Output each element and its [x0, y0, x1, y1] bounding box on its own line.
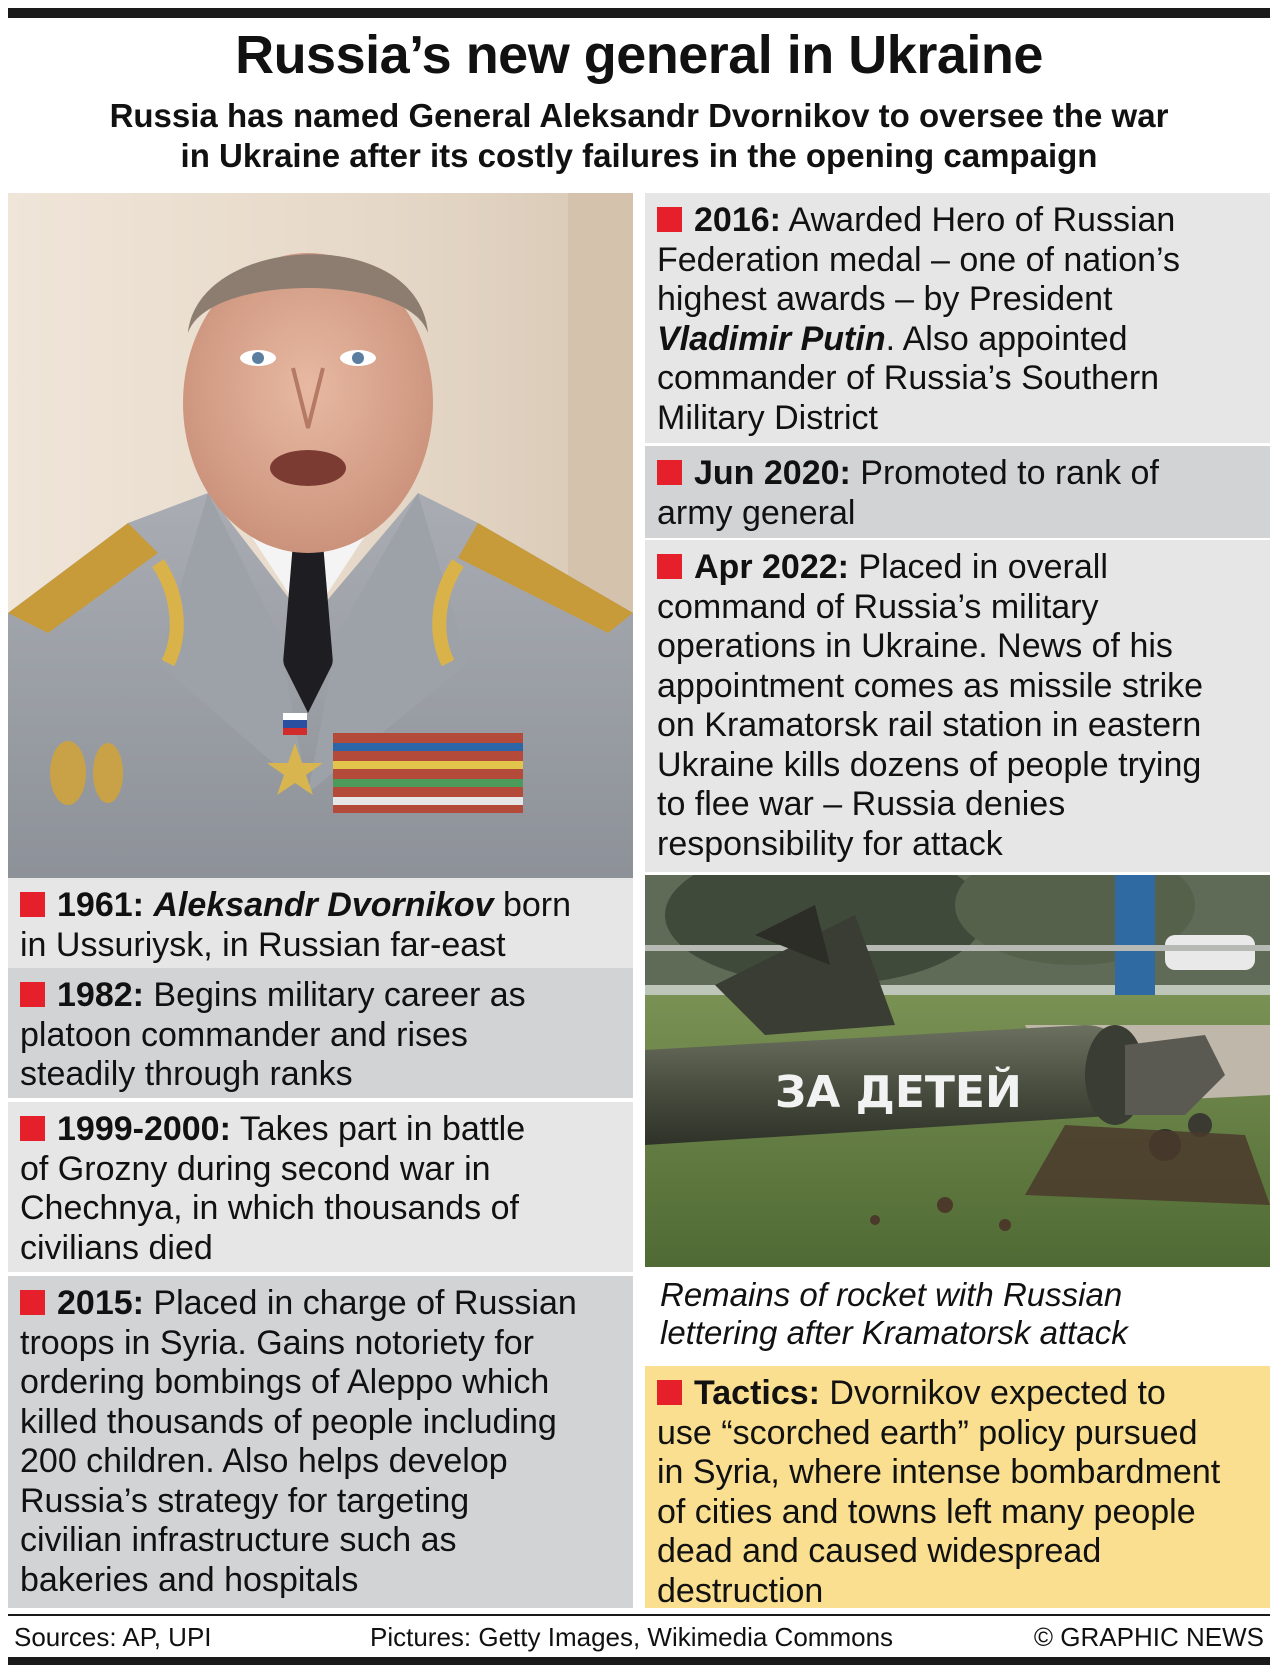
timeline-entry-1999	[8, 1102, 633, 1272]
entry-year: Apr 2022:	[694, 548, 849, 586]
entry-line: civilian infrastructure such as	[20, 1521, 457, 1559]
general-portrait-illustration	[8, 193, 633, 878]
entry-line: operations in Ukraine. News of his	[657, 627, 1173, 665]
entry-year: 2016:	[694, 201, 781, 239]
entry-line: Military District	[657, 398, 878, 437]
entry-line: steadily through ranks	[20, 1055, 353, 1093]
caption-line: lettering after Kramatorsk attack	[660, 1314, 1128, 1351]
timeline-entry-2016	[645, 193, 1270, 443]
entry-line: of cities and towns left many people	[657, 1492, 1196, 1531]
entry-text: Placed in charge of Russian	[143, 1284, 577, 1322]
photo-caption	[660, 1276, 1128, 1352]
entry-line: ordering bombings of Aleppo which	[20, 1363, 550, 1401]
entry-line: to flee war – Russia denies	[657, 785, 1066, 823]
red-bullet-icon	[657, 207, 682, 232]
entry-line	[657, 548, 1258, 588]
general-name: Aleksandr Dvornikov	[153, 886, 494, 924]
entry-text: Placed in overall	[848, 548, 1108, 586]
entry-year: 1961:	[57, 886, 144, 924]
entry-line: on Kramatorsk rail station in eastern	[657, 706, 1202, 744]
entry-year: 2015:	[57, 1284, 144, 1322]
entry-text: Begins military career as	[143, 976, 526, 1014]
entry-line	[20, 976, 621, 1016]
entry-text: Dvornikov expected to	[819, 1374, 1166, 1412]
entry-line: platoon commander and rises	[20, 1015, 468, 1054]
red-bullet-icon	[20, 982, 45, 1007]
rocket-remains-illustration	[645, 875, 1270, 1267]
general-portrait-photo	[8, 193, 633, 878]
entry-line: dead and caused widespread	[657, 1532, 1102, 1570]
entry-line	[20, 1284, 621, 1324]
timeline-entry-2022	[645, 540, 1270, 872]
entry-year: 1982:	[57, 976, 144, 1014]
entry-line: responsibility for attack	[657, 824, 1003, 863]
page-title: Russia’s new general in Ukraine	[235, 25, 1043, 85]
entry-line: highest awards – by President	[657, 280, 1113, 318]
putin-name: Vladimir Putin	[657, 319, 886, 358]
entry-text: Awarded Hero of Russian	[780, 201, 1176, 239]
entry-line	[20, 1110, 621, 1150]
red-bullet-icon	[20, 1116, 45, 1141]
footer-rule	[8, 1614, 1270, 1616]
pictures-credit: Pictures: Getty Images, Wikimedia Commons	[370, 1622, 894, 1652]
entry-line: destruction	[657, 1571, 824, 1610]
rocket-remains-photo	[645, 875, 1270, 1267]
entry-text: . Also appointed	[885, 319, 1128, 358]
entry-line: Ukraine kills dozens of people trying	[657, 745, 1202, 784]
timeline-entry-1982	[8, 968, 633, 1098]
entry-line: command of Russia’s military	[657, 587, 1099, 626]
page-subtitle	[0, 96, 1278, 176]
entry-year: Jun 2020:	[694, 454, 851, 492]
entry-line: appointment comes as missile strike	[657, 666, 1204, 705]
top-rule	[8, 8, 1270, 18]
subtitle-line: Russia has named General Aleksandr Dvornikov to oversee the war	[109, 97, 1169, 134]
entry-line	[657, 1374, 1258, 1414]
entry-line: bakeries and hospitals	[20, 1560, 359, 1599]
entry-line: in Syria, where intense bombardment	[657, 1453, 1221, 1491]
entry-line: Russia’s strategy for targeting	[20, 1481, 470, 1520]
entry-line: troops in Syria. Gains notoriety for	[20, 1323, 535, 1362]
entry-line: of Grozny during second war in	[20, 1149, 491, 1188]
entry-year: 1999-2000:	[57, 1110, 231, 1148]
entry-text: born	[493, 886, 572, 924]
entry-line: killed thousands of people including	[20, 1402, 557, 1441]
timeline-entry-1961	[8, 878, 633, 968]
entry-line: army general	[657, 493, 856, 532]
entry-line: commander of Russia’s Southern	[657, 359, 1160, 397]
entry-text: Takes part in battle	[230, 1110, 526, 1148]
entry-line	[657, 320, 1258, 360]
entry-line	[657, 454, 1258, 494]
caption-line: Remains of rocket with Russian	[660, 1276, 1123, 1313]
rocket-lettering: ЗА ДЕТЕЙ	[775, 1067, 1022, 1118]
entry-line	[657, 201, 1258, 241]
subtitle-line: in Ukraine after its costly failures in the opening campaign	[180, 137, 1098, 174]
entry-text: Promoted to rank of	[850, 454, 1159, 492]
footer	[0, 1620, 1278, 1660]
sources-credit: Sources: AP, UPI	[14, 1622, 212, 1652]
red-bullet-icon	[20, 892, 45, 917]
entry-line: 200 children. Also helps develop	[20, 1442, 508, 1480]
entry-line	[20, 886, 621, 926]
red-bullet-icon	[20, 1290, 45, 1315]
entry-line: civilians died	[20, 1228, 213, 1267]
entry-line: use “scorched earth” policy pursued	[657, 1413, 1198, 1452]
red-bullet-icon	[657, 460, 682, 485]
bottom-rule	[8, 1657, 1270, 1665]
red-bullet-icon	[657, 554, 682, 579]
entry-line: Federation medal – one of nation’s	[657, 240, 1180, 279]
tactics-box	[645, 1366, 1270, 1608]
entry-line: Chechnya, in which thousands of	[20, 1189, 519, 1227]
timeline-entry-2015	[8, 1276, 633, 1608]
tactics-label: Tactics:	[694, 1374, 820, 1412]
entry-line: in Ussuriysk, in Russian far-east	[20, 925, 506, 964]
red-bullet-icon	[657, 1380, 682, 1405]
graphic-news-credit: © GRAPHIC NEWS	[1033, 1622, 1264, 1652]
timeline-entry-2020	[645, 446, 1270, 538]
